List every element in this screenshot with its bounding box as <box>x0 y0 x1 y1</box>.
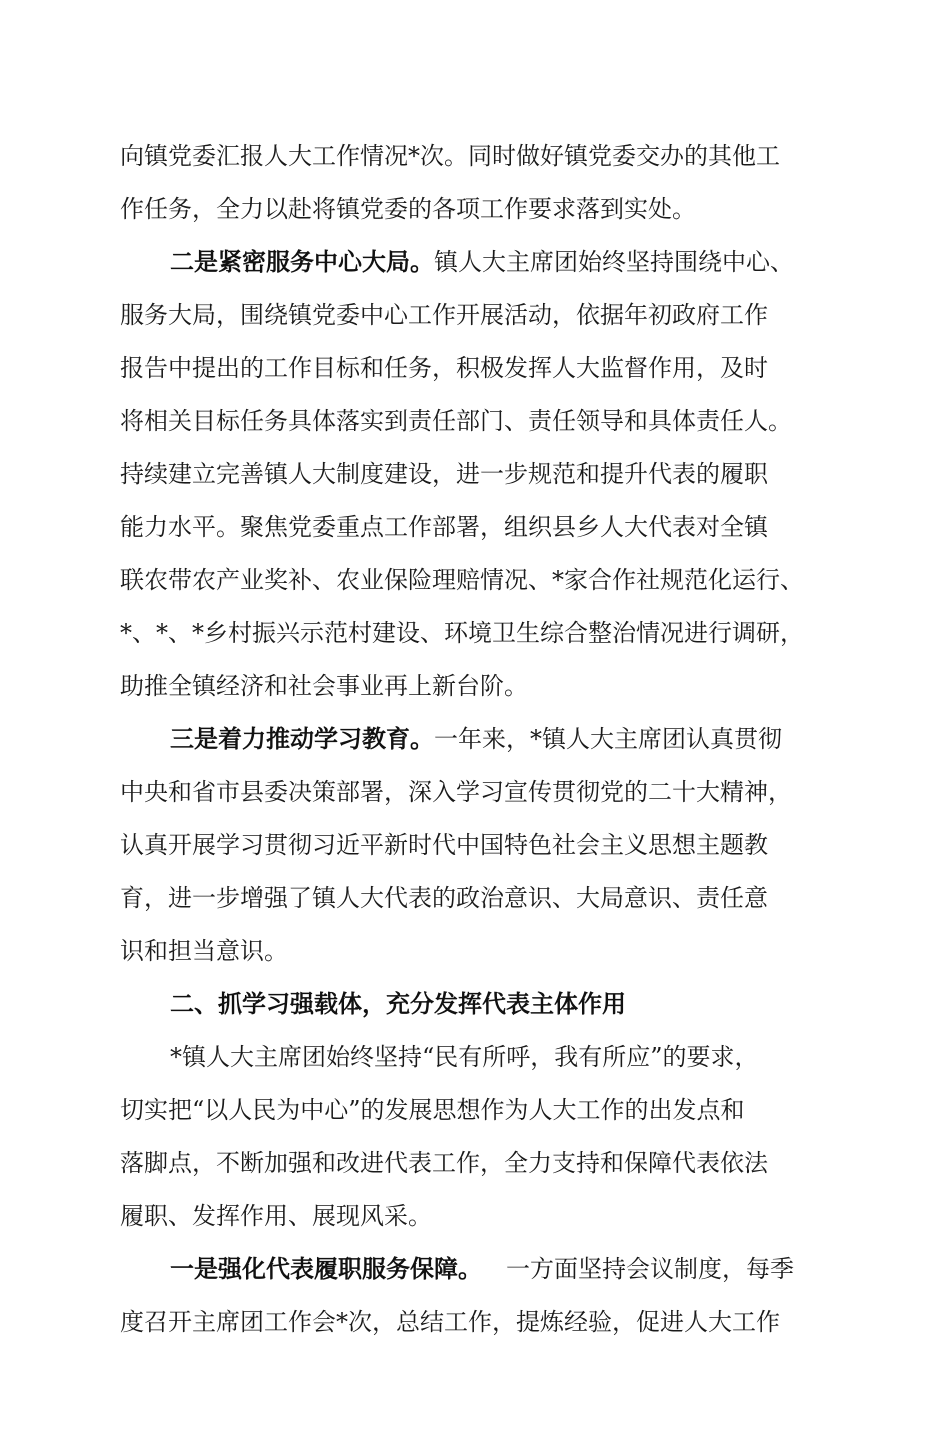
paragraph-line <box>0 1247 950 1291</box>
paragraph-line <box>0 1035 950 1079</box>
paragraph-line <box>0 240 950 284</box>
paragraph-line <box>0 611 950 655</box>
paragraph-line <box>0 558 950 602</box>
body-text: 落脚点，不断加强和改进代表工作，全力支持和保障代表依法 <box>120 1149 768 1177</box>
paragraph-line <box>0 293 950 337</box>
body-text: *、*、*乡村振兴示范村建设、环境卫生综合整治情况进行调研， <box>120 619 804 647</box>
body-text: 联农带农产业奖补、农业保险理赔情况、*家合作社规范化运行、 <box>120 566 804 594</box>
paragraph-line <box>0 134 950 178</box>
body-text: 报告中提出的工作目标和任务，积极发挥人大监督作用，及时 <box>120 354 768 382</box>
body-text: 育，进一步增强了镇人大代表的政治意识、大局意识、责任意 <box>120 884 768 912</box>
body-text: 将相关目标任务具体落实到责任部门、责任领导和具体责任人。 <box>120 407 792 435</box>
paragraph-line <box>0 823 950 867</box>
paragraph-lead-phrase: 一是强化代表履职服务保障。 <box>170 1255 482 1283</box>
paragraph-line <box>0 1141 950 1185</box>
body-text: 镇人大主席团始终坚持围绕中心、 <box>434 248 794 276</box>
body-text: *镇人大主席团始终坚持“民有所呼，我有所应”的要求， <box>170 1043 759 1071</box>
paragraph-line <box>0 399 950 443</box>
paragraph-lead-phrase: 三是着力推动学习教育。 <box>170 725 434 753</box>
section-heading: 二、抓学习强载体，充分发挥代表主体作用 <box>170 990 626 1018</box>
body-text: 认真开展学习贯彻习近平新时代中国特色社会主义思想主题教 <box>120 831 768 859</box>
body-text: 能力水平。聚焦党委重点工作部署，组织县乡人大代表对全镇 <box>120 513 768 541</box>
body-text: 向镇党委汇报人大工作情况*次。同时做好镇党委交办的其他工 <box>120 142 780 170</box>
body-text: 服务大局，围绕镇党委中心工作开展活动，依据年初政府工作 <box>120 301 768 329</box>
body-text: 中央和省市县委决策部署，深入学习宣传贯彻党的二十大精神， <box>120 778 792 806</box>
body-text: 持续建立完善镇人大制度建设，进一步规范和提升代表的履职 <box>120 460 768 488</box>
paragraph-line <box>0 187 950 231</box>
paragraph-line <box>0 929 950 973</box>
body-text: 一年来，*镇人大主席团认真贯彻 <box>434 725 782 753</box>
paragraph-line <box>0 1088 950 1132</box>
body-text: 履职、发挥作用、展现风采。 <box>120 1202 432 1230</box>
paragraph-line <box>0 505 950 549</box>
body-text: 识和担当意识。 <box>120 937 288 965</box>
paragraph-line <box>0 876 950 920</box>
paragraph-line <box>0 770 950 814</box>
paragraph-line <box>0 1194 950 1238</box>
section-heading-line <box>0 982 950 1026</box>
body-text: 度召开主席团工作会*次，总结工作，提炼经验，促进人大工作 <box>120 1308 780 1336</box>
body-text: 切实把“以人民为中心”的发展思想作为人大工作的出发点和 <box>120 1096 745 1124</box>
paragraph-line <box>0 346 950 390</box>
paragraph-line <box>0 664 950 708</box>
body-text: 助推全镇经济和社会事业再上新台阶。 <box>120 672 528 700</box>
paragraph-lead-phrase: 二是紧密服务中心大局。 <box>170 248 434 276</box>
body-text: 一方面坚持会议制度，每季 <box>506 1255 794 1283</box>
paragraph-line <box>0 717 950 761</box>
body-text: 作任务，全力以赴将镇党委的各项工作要求落到实处。 <box>120 195 696 223</box>
paragraph-line <box>0 452 950 496</box>
paragraph-line <box>0 1300 950 1344</box>
